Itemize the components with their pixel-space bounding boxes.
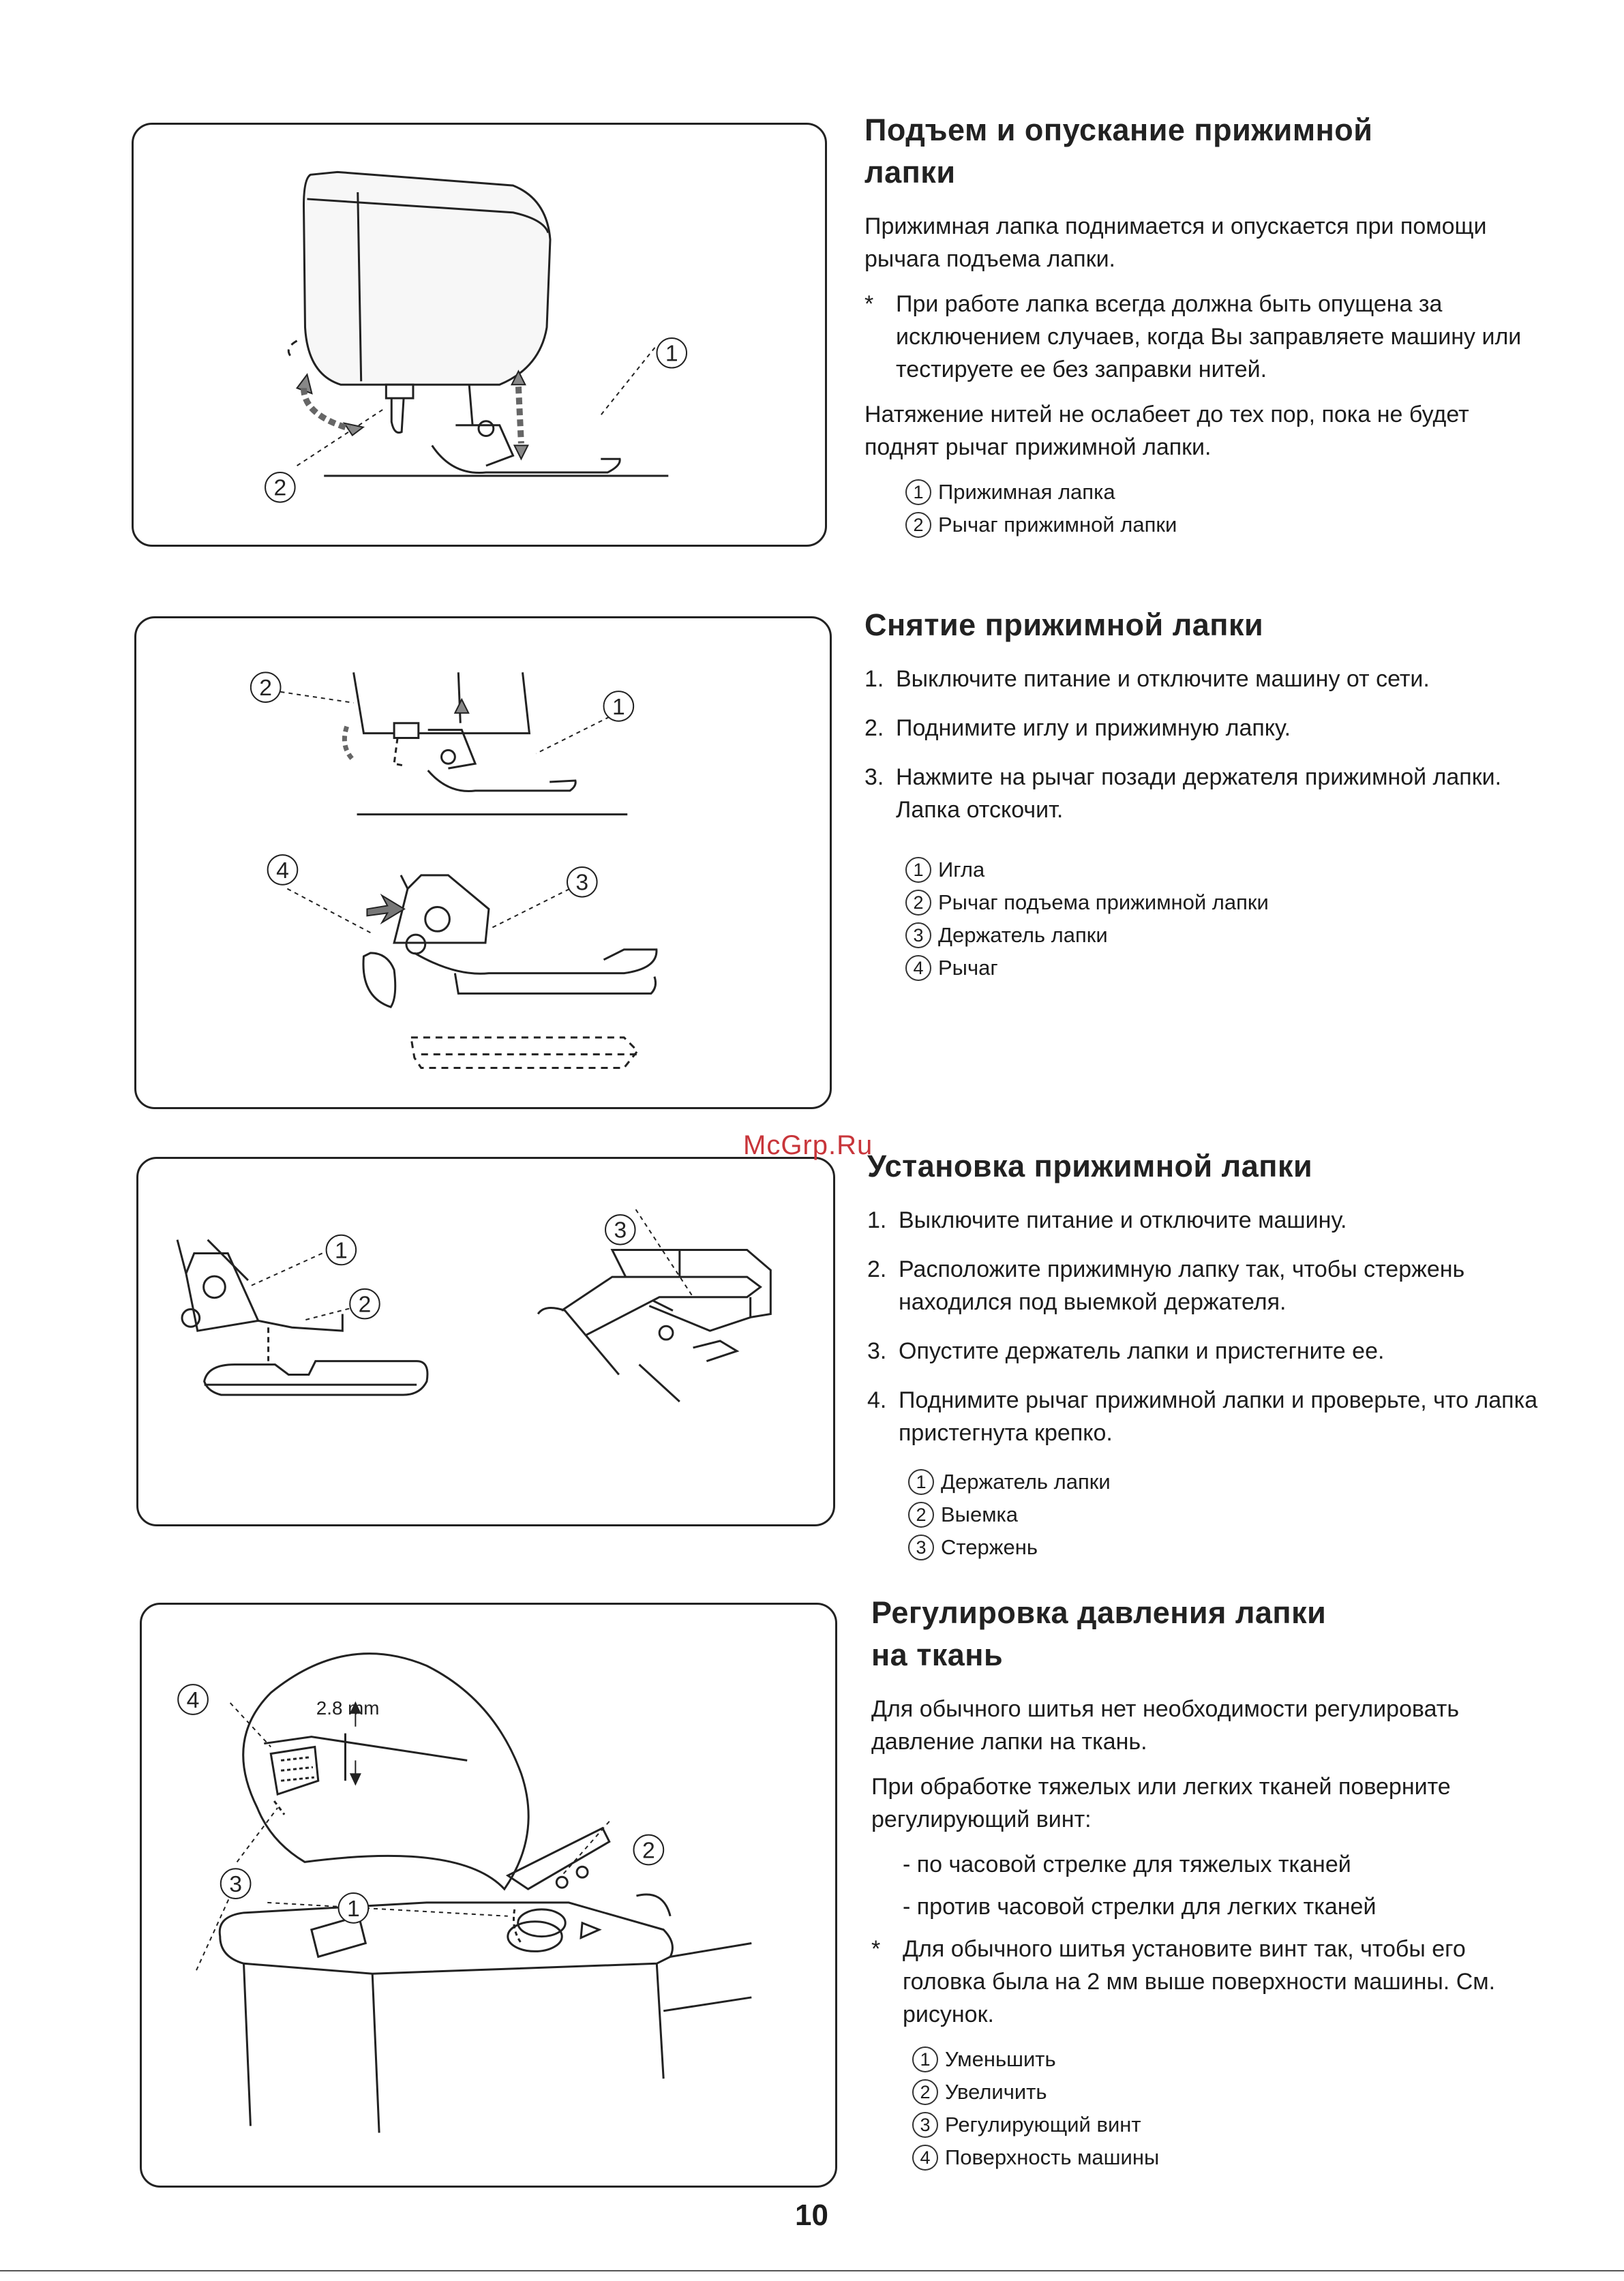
callout-4: 4 bbox=[186, 1687, 200, 1713]
section4-para1: Для обычного шитья нет необходимости регулировать давление лапки на ткань. bbox=[871, 1696, 1460, 1755]
callout-1: 1 bbox=[335, 1238, 348, 1264]
callout-3: 3 bbox=[614, 1218, 627, 1243]
section1-legend bbox=[905, 476, 1546, 541]
callout-1: 1 bbox=[347, 1895, 360, 1922]
section-pressure-adjustment bbox=[871, 1592, 1553, 2174]
legend-number: 2 bbox=[908, 1502, 934, 1528]
illustration-attach-presser-foot bbox=[138, 1159, 833, 1524]
step bbox=[864, 663, 1546, 695]
bullet-clockwise: - по часовой стрелке для тяжелых тканей bbox=[903, 1852, 1351, 1877]
legend-item bbox=[908, 1498, 1549, 1531]
legend-number: 3 bbox=[908, 1535, 934, 1560]
figure-presser-foot-lift bbox=[132, 123, 827, 547]
step bbox=[864, 712, 1546, 744]
section3-legend bbox=[908, 1466, 1549, 1564]
illustration-presser-foot-lift bbox=[134, 125, 825, 545]
step bbox=[867, 1253, 1549, 1318]
legend-number: 2 bbox=[905, 512, 931, 538]
section4-note-text: Для обычного шитья установите винт так, чтобы его головка была на 2 мм выше поверхности машины. См. рисунок. bbox=[903, 1936, 1496, 2027]
legend-item bbox=[905, 886, 1546, 919]
step-number: 1. bbox=[864, 666, 884, 692]
legend-number: 3 bbox=[905, 922, 931, 948]
legend-number: 1 bbox=[905, 479, 931, 505]
legend-number: 4 bbox=[912, 2145, 938, 2171]
step-text: Выключите питание и отключите машину. bbox=[899, 1207, 1347, 1233]
legend-text: Регулирующий винт bbox=[945, 2113, 1141, 2136]
legend-number: 1 bbox=[912, 2046, 938, 2072]
legend-text: Игла bbox=[938, 858, 985, 881]
legend-item bbox=[905, 919, 1546, 952]
legend-text: Рычаг bbox=[938, 956, 998, 980]
section1-para1: Прижимная лапка поднимается и опускается при помощи рычага подъема лапки. bbox=[864, 213, 1487, 272]
section1-para2: Натяжение нитей не ослабеет до тех пор, пока не будет поднят рычаг прижимной лапки. bbox=[864, 402, 1469, 460]
step-number: 4. bbox=[867, 1387, 887, 1413]
legend-item bbox=[905, 476, 1546, 509]
legend-number: 1 bbox=[905, 857, 931, 883]
legend-item bbox=[905, 952, 1546, 984]
section4-legend bbox=[912, 2043, 1553, 2174]
section3-title: Установка прижимной лапки bbox=[867, 1149, 1313, 1183]
callout-2: 2 bbox=[642, 1837, 655, 1864]
step-text: Расположите прижимную лапку так, чтобы стержень находился под выемкой держателя. bbox=[899, 1256, 1465, 1315]
section-remove-presser-foot bbox=[864, 604, 1546, 984]
step-text: Поднимите иглу и прижимную лапку. bbox=[896, 715, 1291, 741]
legend-item bbox=[912, 2109, 1553, 2141]
section-lift-presser-foot bbox=[864, 109, 1546, 541]
illustration-remove-presser-foot bbox=[136, 618, 830, 1107]
section4-title bbox=[871, 1592, 1553, 1676]
callout-2: 2 bbox=[273, 475, 287, 501]
step-text: Нажмите на рычаг позади держателя прижимной лапки. Лапка отскочит. bbox=[896, 764, 1502, 823]
section1-note bbox=[864, 288, 1546, 386]
legend-text: Увеличить bbox=[945, 2080, 1047, 2104]
callout-2: 2 bbox=[358, 1292, 372, 1318]
figure-attach-presser-foot bbox=[136, 1157, 835, 1526]
legend-text: Держатель лапки bbox=[938, 923, 1108, 947]
step bbox=[867, 1384, 1549, 1449]
legend-text: Стержень bbox=[941, 1535, 1038, 1559]
legend-number: 2 bbox=[905, 890, 931, 916]
section4-para2: При обработке тяжелых или легких тканей поверните регулирующий винт: bbox=[871, 1774, 1451, 1832]
step-number: 1. bbox=[867, 1207, 887, 1233]
callout-4: 4 bbox=[276, 857, 289, 883]
section4-note bbox=[871, 1933, 1553, 2031]
figure-remove-presser-foot bbox=[134, 616, 832, 1109]
bottom-rule bbox=[0, 2270, 1624, 2271]
step bbox=[867, 1335, 1549, 1368]
step-text: Опустите держатель лапки и пристегните ее. bbox=[899, 1338, 1385, 1364]
section4-title-line2: на ткань bbox=[871, 1637, 1004, 1672]
bullet-counterclockwise: - против часовой стрелки для легких тканей bbox=[903, 1894, 1377, 1920]
legend-item bbox=[908, 1531, 1549, 1564]
section4-title-line1: Регулировка давления лапки bbox=[871, 1595, 1327, 1630]
step-number: 2. bbox=[867, 1256, 887, 1282]
step bbox=[867, 1204, 1549, 1237]
legend-item bbox=[912, 2076, 1553, 2109]
legend-number: 3 bbox=[912, 2112, 938, 2138]
legend-item bbox=[905, 854, 1546, 886]
dimension-label: 2.8 mm bbox=[316, 1697, 380, 1719]
legend-item bbox=[908, 1466, 1549, 1498]
note-marker: * bbox=[864, 291, 874, 317]
step-text: Поднимите рычаг прижимной лапки и проверьте, что лапка пристегнута крепко. bbox=[899, 1387, 1538, 1446]
legend-number: 4 bbox=[905, 955, 931, 981]
callout-1: 1 bbox=[612, 693, 625, 720]
section1-title bbox=[864, 109, 1546, 194]
legend-text: Поверхность машины bbox=[945, 2145, 1160, 2169]
legend-item bbox=[905, 509, 1546, 541]
legend-text: Выемка bbox=[941, 1502, 1018, 1526]
step-number: 3. bbox=[867, 1338, 887, 1364]
section1-note-text: При работе лапка всегда должна быть опущена за исключением случаев, когда Вы заправляете машину или тестируете ее без заправки нитей. bbox=[896, 291, 1522, 382]
legend-text: Прижимная лапка bbox=[938, 480, 1115, 504]
step-number: 2. bbox=[864, 715, 884, 741]
callout-3: 3 bbox=[229, 1871, 243, 1898]
callout-2: 2 bbox=[259, 675, 273, 701]
legend-text: Рычаг подъема прижимной лапки bbox=[938, 890, 1269, 914]
page-number: 10 bbox=[795, 2199, 828, 2232]
note-marker: * bbox=[871, 1936, 881, 1962]
section2-title: Снятие прижимной лапки bbox=[864, 607, 1264, 642]
callout-3: 3 bbox=[575, 869, 589, 896]
illustration-pressure-adjustment bbox=[142, 1605, 835, 2186]
section1-title-line1: Подъем и опускание прижимной bbox=[864, 112, 1373, 147]
section1-title-line2: лапки bbox=[864, 155, 956, 190]
callout-1: 1 bbox=[665, 341, 678, 367]
figure-pressure-adjustment bbox=[140, 1603, 837, 2188]
legend-item bbox=[912, 2141, 1553, 2174]
step bbox=[864, 761, 1546, 826]
legend-text: Рычаг прижимной лапки bbox=[938, 513, 1177, 537]
step-text: Выключите питание и отключите машину от сети. bbox=[896, 666, 1430, 692]
legend-number: 2 bbox=[912, 2079, 938, 2105]
legend-number: 1 bbox=[908, 1469, 934, 1495]
legend-text: Держатель лапки bbox=[941, 1470, 1111, 1494]
section2-legend bbox=[905, 854, 1546, 984]
step-number: 3. bbox=[864, 764, 884, 790]
section-attach-presser-foot bbox=[867, 1145, 1549, 1564]
legend-text: Уменьшить bbox=[945, 2047, 1056, 2071]
legend-item bbox=[912, 2043, 1553, 2076]
watermark: McGrp.Ru bbox=[743, 1130, 873, 1160]
